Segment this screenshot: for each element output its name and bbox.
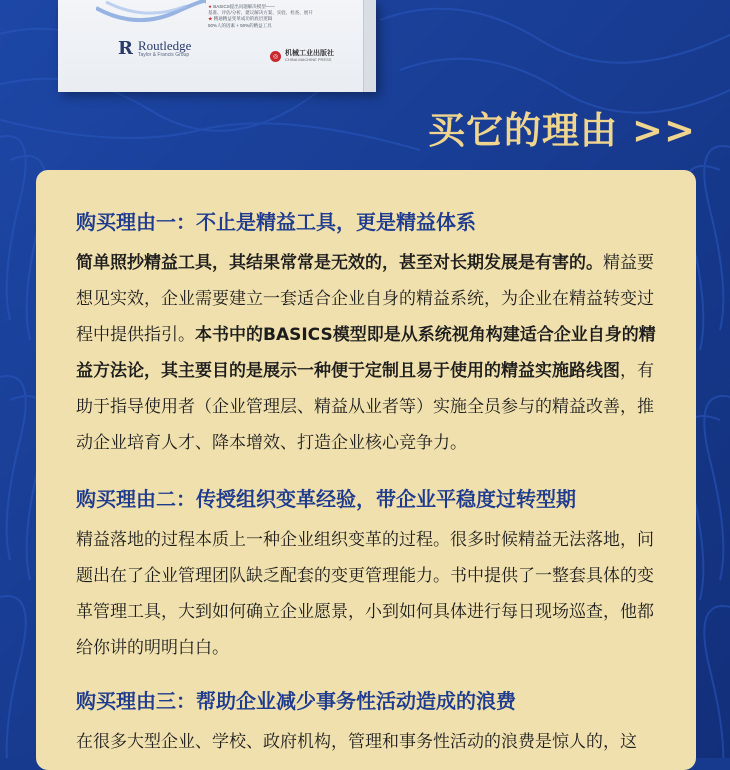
publisher-icon: ◎ xyxy=(270,51,281,62)
reason-body xyxy=(76,724,666,760)
routledge-name: Routledge xyxy=(137,38,192,53)
reason-text: 精益落地的过程本质上一种企业组织变革的过程。很多时候精益无法落地，问题出在了企业管理团队缺乏配套的变更管理能力。书中提供了一整套具体的变革管理工具，大到如何确立企业愿景，小到如何具体进行每日现场巡查，他都给你讲的明明白白。 xyxy=(76,530,654,658)
reason-text: 精益要想见实效，企业需要建立一套适合企业自身的精益系统，为企业在精益转变过程中提供指引。 xyxy=(76,253,654,345)
book-bullet: 50%人的因素 + 50%的精益工具 xyxy=(208,22,272,28)
routledge-subtitle: Taylor & Francis Group xyxy=(137,52,190,58)
book-bullet: ★ 精通精益变革成功的底层逻辑 xyxy=(208,16,273,22)
reason-title: 购买理由三：帮助企业减少事务性活动造成的浪费 xyxy=(76,689,516,713)
reason-title: 购买理由二：传授组织变革经验，带企业平稳度过转型期 xyxy=(76,487,576,511)
reason-text: ，有助于指导使用者（企业管理层、精益从业者等）实施全员参与的精益改善，推动企业培育人才、降本增效、打造企业核心竞争力。 xyxy=(76,361,654,453)
reason-body xyxy=(76,245,666,461)
reason-text-bold: 本书中的BASICS模型即是从系统视角构建适合企业自身的精益方法论，其主要目的是展示一种便于定制且易于使用的精益实施路线图 xyxy=(76,325,656,381)
routledge-logo xyxy=(118,38,191,59)
book-bullet: ★ BASICS提出问题解决模型—— xyxy=(208,4,275,9)
publisher-name: 机械工业出版社 xyxy=(285,49,334,57)
reason-text-bold: 简单照抄精益工具，其结果常常是无效的，甚至对长期发展是有害的。 xyxy=(76,253,603,273)
book-spine xyxy=(363,0,376,92)
section-heading-text: 买它的理由 xyxy=(428,109,618,152)
routledge-r-mark: R xyxy=(118,38,133,59)
section-heading-arrows: >> xyxy=(632,109,697,152)
book-bullet: 基准、评估/分析、建议解决方案、实验、检查、展开 xyxy=(208,10,313,16)
reason-body xyxy=(76,522,666,666)
reason-three xyxy=(76,685,666,760)
book-cover xyxy=(58,0,376,92)
reason-text: 在很多大型企业、学校、政府机构，管理和事务性活动的浪费是惊人的，这 xyxy=(76,732,637,752)
section-heading xyxy=(428,100,696,154)
china-machine-press-logo xyxy=(270,50,334,62)
reason-two xyxy=(76,483,666,666)
reason-one xyxy=(76,206,666,461)
book-bullets xyxy=(208,4,358,29)
publisher-name-en: CHINA MACHINE PRESS xyxy=(285,57,332,62)
book-swirl-graphic xyxy=(96,0,206,30)
reasons-card xyxy=(36,170,696,770)
reason-title: 购买理由一：不止是精益工具，更是精益体系 xyxy=(76,210,476,234)
